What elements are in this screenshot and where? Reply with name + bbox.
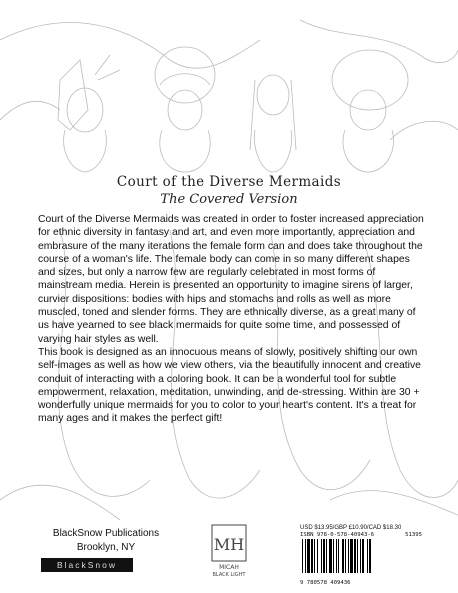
publisher-info: [36, 527, 176, 555]
barcode-number: 9 780578 409436: [300, 580, 351, 586]
seal-initials: MH: [213, 535, 245, 554]
isbn-number: ISBN 978-0-578-40943-6: [300, 532, 375, 538]
book-subtitle: The Covered Version: [160, 192, 298, 207]
blurb: [38, 213, 426, 426]
barcode-icon: [300, 539, 422, 575]
publisher-name: BlackSnow Publications: [52, 528, 160, 539]
barcode-area: [300, 524, 422, 586]
seal-line-1: MICAH: [219, 564, 239, 571]
blurb-paragraph-1: Court of the Diverse Mermaids was created in order to foster increased appreciation for ethnic diversity in fantasy and art, and even more importantly, appreciation and embrasure of the many iterations the female form can and does take throughout the course of a woman's life. The female body can come in so many different shapes and sizes, but only a narrow few are regularly celebrated in most forms of mainstream media. Herein is presented an opportunity to imagine sirens of larger, curvier dispositions: bodies with hips and stomachs and rolls as well as more muscled, toned and slender forms. They are ethnically diverse, as a great many of us have yearned to see black mermaids for quite some time, and possessed of varying hair styles as well.: [38, 214, 424, 345]
seal-line-2: BLACK LIGHT: [212, 572, 246, 578]
barcode-addon: 51395: [405, 532, 422, 538]
micah-black-light-seal-icon: [208, 523, 250, 579]
isbn-text: [300, 532, 422, 539]
title-block: [0, 174, 458, 209]
blurb-paragraph-2: This book is designed as an innocuous means of slowly, positively shifting our own self-images as well as how we view others, via the beautifully innocent and creative conduit of interacting with a coloring book. It can be a wonderful tool for subtle empowerment, relaxation, meditation, unwinding, and de-stressing. Within are 30 + wonderfully unique mermaids for you to color to your heart's content. It's a treat for many ages and it makes the perfect gift!: [38, 346, 421, 425]
price-text: USD $13.95/GBP £10.90/CAD $18.30: [300, 525, 402, 531]
publisher-location: Brooklyn, NY: [76, 542, 136, 553]
book-title: Court of the Diverse Mermaids: [116, 174, 342, 190]
publisher-logo: BlackSnow: [41, 558, 133, 572]
